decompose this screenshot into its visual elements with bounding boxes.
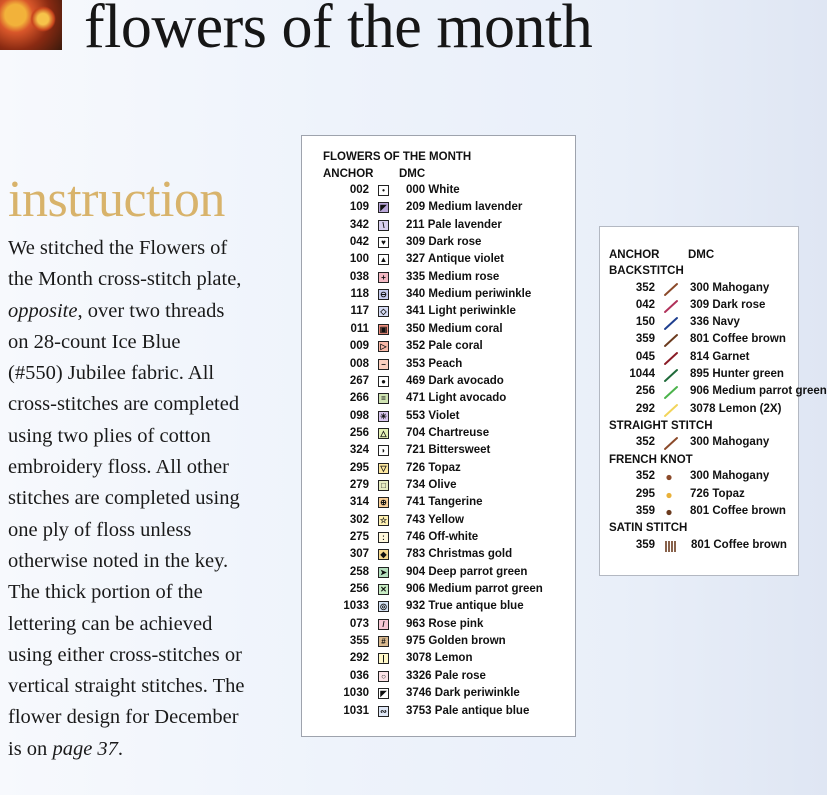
key-row [302, 184, 572, 201]
stitch-row [600, 488, 800, 505]
page-title: flowers of the month [84, 0, 593, 61]
instruction-line: the Month cross-stitch plate, [8, 268, 242, 291]
star-out-icon: ☆ [379, 515, 388, 525]
x-icon: ✕ [378, 584, 389, 595]
anchor-number: 342 [349, 218, 369, 231]
key-row [302, 236, 572, 253]
key-row [302, 305, 572, 322]
triangle-icon: ▲ [379, 255, 388, 265]
key-row [302, 566, 572, 583]
instruction-line: We stitched the Flowers of [8, 237, 228, 259]
dmc-color: 327 Antique violet [406, 253, 504, 266]
key-row [302, 427, 572, 444]
stitch-row [600, 299, 800, 316]
key-row [302, 583, 572, 600]
instruction-line: one ply of floss unless [8, 518, 192, 541]
tri-up-icon: △ [378, 428, 389, 439]
wave-icon: ∾ [378, 706, 389, 717]
anchor-number: 038 [349, 270, 369, 283]
key-row [302, 618, 572, 635]
dmc-header: DMC [688, 249, 715, 261]
dmc-color: 341 Light periwinkle [406, 305, 516, 318]
instruction-line: using two plies of cotton [8, 424, 211, 447]
dmc-color: 746 Off-white [406, 531, 479, 543]
dmc-color: 471 Light avocado [406, 392, 507, 405]
anchor-number: 314 [349, 496, 369, 509]
instruction-line: embroidery floss. All other [8, 456, 229, 479]
dmc-color: 704 Chartreuse [406, 426, 490, 439]
key-row [302, 288, 572, 305]
key-row [302, 670, 572, 687]
dmc-color: 335 Medium rose [406, 270, 500, 283]
key-row [302, 444, 572, 461]
key-row [302, 358, 572, 375]
dmc-color: 975 Golden brown [406, 635, 506, 648]
anchor-number: 359 [635, 333, 655, 346]
satin-stitch-icon [664, 540, 682, 553]
anchor-number: 267 [349, 374, 369, 387]
stitch-line-icon [664, 283, 682, 296]
instruction-line: on 28-count Ice Blue [8, 330, 181, 353]
colon-icon: : [378, 532, 389, 543]
stitch-row [600, 403, 800, 420]
dmc-color: 726 Topaz [690, 487, 745, 500]
anchor-number: 042 [349, 236, 369, 249]
instruction-line: vertical straight stitches. The [8, 675, 245, 698]
anchor-number: 1044 [629, 368, 655, 380]
key-row [302, 496, 572, 513]
anchor-number: 009 [349, 340, 369, 353]
instruction-heading: instruction [8, 171, 225, 228]
dmc-color: 000 White [406, 184, 460, 196]
dmc-color: 801 Coffee brown [691, 538, 787, 551]
circle-icon: ● [378, 376, 389, 387]
anchor-number: 256 [635, 385, 655, 398]
tri-right-icon: ▷ [378, 341, 389, 352]
dmc-color: 309 Dark rose [406, 236, 482, 249]
dmc-color: 963 Rose pink [406, 617, 484, 630]
anchor-number: 275 [349, 531, 369, 543]
dmc-color: 3078 Lemon [406, 652, 473, 665]
key-row [302, 253, 572, 270]
instruction-line: The thick portion of the [8, 581, 203, 604]
anchor-number: 256 [349, 583, 369, 596]
stitch-heading: FRENCH KNOT [609, 453, 693, 466]
dmc-color: 895 Hunter green [690, 368, 784, 380]
dmc-color: 300 Mahogany [690, 281, 770, 294]
dmc-color: 783 Christmas gold [406, 548, 513, 561]
anchor-number: 042 [635, 298, 655, 311]
dmc-color: 3753 Pale antique blue [406, 704, 530, 717]
stitch-row [600, 470, 800, 487]
knot-icon [664, 506, 682, 519]
key-row [302, 600, 572, 617]
dmc-color: 3078 Lemon (2X) [690, 402, 782, 415]
flower-photo [0, 0, 62, 50]
key-row [302, 462, 572, 479]
dash-icon: − [378, 359, 389, 370]
key-row [302, 531, 572, 548]
anchor-number: 292 [349, 652, 369, 665]
instruction-line: otherwise noted in the key. [8, 549, 229, 572]
anchor-number: 295 [635, 487, 655, 500]
dot-icon: • [378, 185, 389, 196]
stitch-row [600, 316, 800, 333]
stitch-heading: BACKSTITCH [609, 265, 684, 277]
dmc-color: 721 Bittersweet [406, 444, 491, 457]
dmc-color: 734 Olive [406, 478, 457, 491]
anchor-number: 1033 [343, 600, 369, 613]
key-row [302, 705, 572, 722]
stitch-row [600, 368, 800, 385]
stitch-line-icon [664, 317, 682, 330]
key-title: FLOWERS OF THE MONTH [323, 151, 472, 163]
heart-icon: ♥ [378, 237, 389, 248]
anchor-number: 011 [350, 322, 369, 335]
slash2-icon: / [378, 619, 389, 630]
stitch-row [600, 436, 800, 453]
square-icon: □ [378, 480, 389, 491]
key-row [302, 323, 572, 340]
anchor-number: 302 [349, 513, 369, 526]
anchor-number: 352 [635, 436, 655, 449]
diag-icon: ◤ [378, 202, 389, 213]
key-row [302, 548, 572, 565]
dmc-color: 336 Navy [690, 316, 740, 329]
stitch-row [600, 333, 800, 350]
dmc-color: 209 Medium lavender [406, 201, 523, 214]
dmc-color: 300 Mahogany [690, 470, 770, 483]
tri-down-icon: ▽ [378, 463, 389, 474]
dmc-color: 906 Medium parrot green [406, 583, 543, 596]
anchor-number: 279 [349, 478, 369, 491]
key-row [302, 687, 572, 704]
diamond-icon: ◇ [378, 306, 389, 317]
dmc-color: 741 Tangerine [406, 496, 483, 509]
anchor-number: 266 [349, 392, 369, 405]
plus-icon: + [378, 272, 389, 283]
anchor-number: 098 [349, 409, 369, 422]
bar-icon: | [378, 653, 389, 664]
target-icon: ◎ [378, 601, 389, 612]
instruction-line: flower design for December [8, 706, 239, 729]
anchor-number: 045 [635, 350, 655, 363]
stitch-line-icon [664, 386, 682, 399]
instruction-italic: opposite [8, 299, 78, 322]
stitch-row [600, 282, 800, 299]
dmc-header: DMC [399, 168, 426, 180]
stitch-line-icon [664, 404, 682, 417]
stitch-line-icon [664, 369, 682, 382]
stitch-heading: STRAIGHT STITCH [609, 419, 713, 432]
theta-icon: ⊖ [378, 289, 389, 300]
anchor-number: 292 [635, 402, 655, 415]
half-icon: ◗ [378, 445, 389, 456]
stitch-line-icon [664, 300, 682, 313]
stitch-line-icon [664, 352, 682, 365]
dmc-color: 353 Peach [406, 357, 463, 370]
stitch-line-icon [664, 334, 682, 347]
instruction-line: using either cross-stitches or [8, 643, 242, 666]
dmc-color: 340 Medium periwinkle [406, 288, 532, 301]
dmc-color: 309 Dark rose [690, 298, 766, 311]
dmc-color: 300 Mahogany [690, 436, 770, 449]
half-diag-icon: ◤ [378, 688, 389, 699]
key-row [302, 375, 572, 392]
knot-icon [664, 471, 682, 484]
key-row [302, 635, 572, 652]
dmc-color: 211 Pale lavender [406, 218, 502, 231]
stitch-key-table [599, 226, 827, 576]
dmc-color: 814 Garnet [690, 350, 750, 363]
anchor-number: 256 [349, 426, 369, 439]
anchor-number: 295 [349, 461, 369, 474]
key-row [302, 219, 572, 236]
instruction-body [8, 233, 288, 765]
hash-icon: # [378, 636, 389, 647]
anchor-header: ANCHOR [323, 168, 374, 180]
stitch-row [600, 385, 827, 402]
anchor-number: 008 [349, 357, 369, 370]
anchor-number: 100 [349, 253, 369, 266]
anchor-number: 036 [349, 669, 369, 682]
knot-icon [664, 489, 682, 502]
anchor-number: 150 [635, 316, 655, 329]
key-row [302, 340, 572, 357]
anchor-number: 258 [349, 565, 369, 578]
instruction-line: (#550) Jubilee fabric. All [8, 362, 215, 385]
stitch-row [600, 351, 800, 368]
instruction-line: opposite, over two threads [8, 299, 225, 322]
dmc-color: 553 Violet [406, 409, 460, 422]
dmc-color: 801 Coffee brown [690, 504, 786, 517]
square-dot-icon: ▣ [379, 324, 388, 334]
instruction-line: stitches are completed using [8, 487, 240, 510]
dmc-color: 350 Medium coral [406, 322, 503, 335]
instruction-line: is on page 37. [8, 737, 124, 760]
anchor-number: 355 [349, 635, 369, 648]
stitch-line-icon [664, 437, 682, 450]
dmc-color: 932 True antique blue [406, 600, 524, 613]
dmc-color: 3326 Pale rose [406, 669, 486, 682]
diamond-fill-icon: ◆ [378, 549, 389, 560]
ring-icon: ○ [378, 671, 389, 682]
anchor-number: 1030 [343, 687, 369, 700]
key-row [302, 271, 572, 288]
color-key-table [301, 135, 576, 737]
dmc-color: 726 Topaz [406, 461, 461, 474]
key-row [302, 479, 572, 496]
key-row [302, 514, 572, 531]
anchor-number: 118 [350, 288, 369, 301]
anchor-header: ANCHOR [609, 249, 660, 261]
key-row [302, 410, 572, 427]
anchor-number: 359 [635, 504, 655, 517]
slash-icon: \ [378, 220, 389, 231]
anchor-number: 117 [350, 305, 369, 318]
key-row [302, 392, 572, 409]
dmc-color: 743 Yellow [406, 513, 464, 526]
dmc-color: 3746 Dark periwinkle [406, 687, 520, 700]
dmc-color: 469 Dark avocado [406, 374, 504, 387]
stitch-row [600, 505, 800, 522]
dmc-color: 904 Deep parrot green [406, 565, 528, 578]
anchor-number: 352 [635, 470, 655, 483]
eq-icon: = [378, 393, 389, 404]
anchor-number: 359 [635, 538, 655, 551]
stitch-heading: SATIN STITCH [609, 522, 688, 535]
anchor-number: 1031 [343, 704, 369, 717]
anchor-number: 307 [349, 548, 369, 561]
page-reference: page 37 [52, 737, 118, 760]
anchor-number: 109 [349, 201, 369, 214]
cross-circle-icon: ⊕ [378, 497, 389, 508]
anchor-number: 002 [349, 184, 369, 196]
star-icon: ✳ [378, 411, 389, 422]
stitch-row [600, 539, 800, 556]
instruction-line: lettering can be achieved [8, 612, 213, 635]
anchor-number: 073 [349, 617, 369, 630]
anchor-number: 352 [635, 281, 655, 294]
dmc-color: 352 Pale coral [406, 340, 483, 353]
anchor-number: 324 [349, 444, 369, 457]
arrow-icon: ➤ [378, 567, 389, 578]
key-row [302, 201, 572, 218]
instruction-line: cross-stitches are completed [8, 393, 240, 416]
dmc-color: 906 Medium parrot green [690, 385, 827, 398]
key-row [302, 652, 572, 669]
dmc-color: 801 Coffee brown [690, 333, 786, 346]
